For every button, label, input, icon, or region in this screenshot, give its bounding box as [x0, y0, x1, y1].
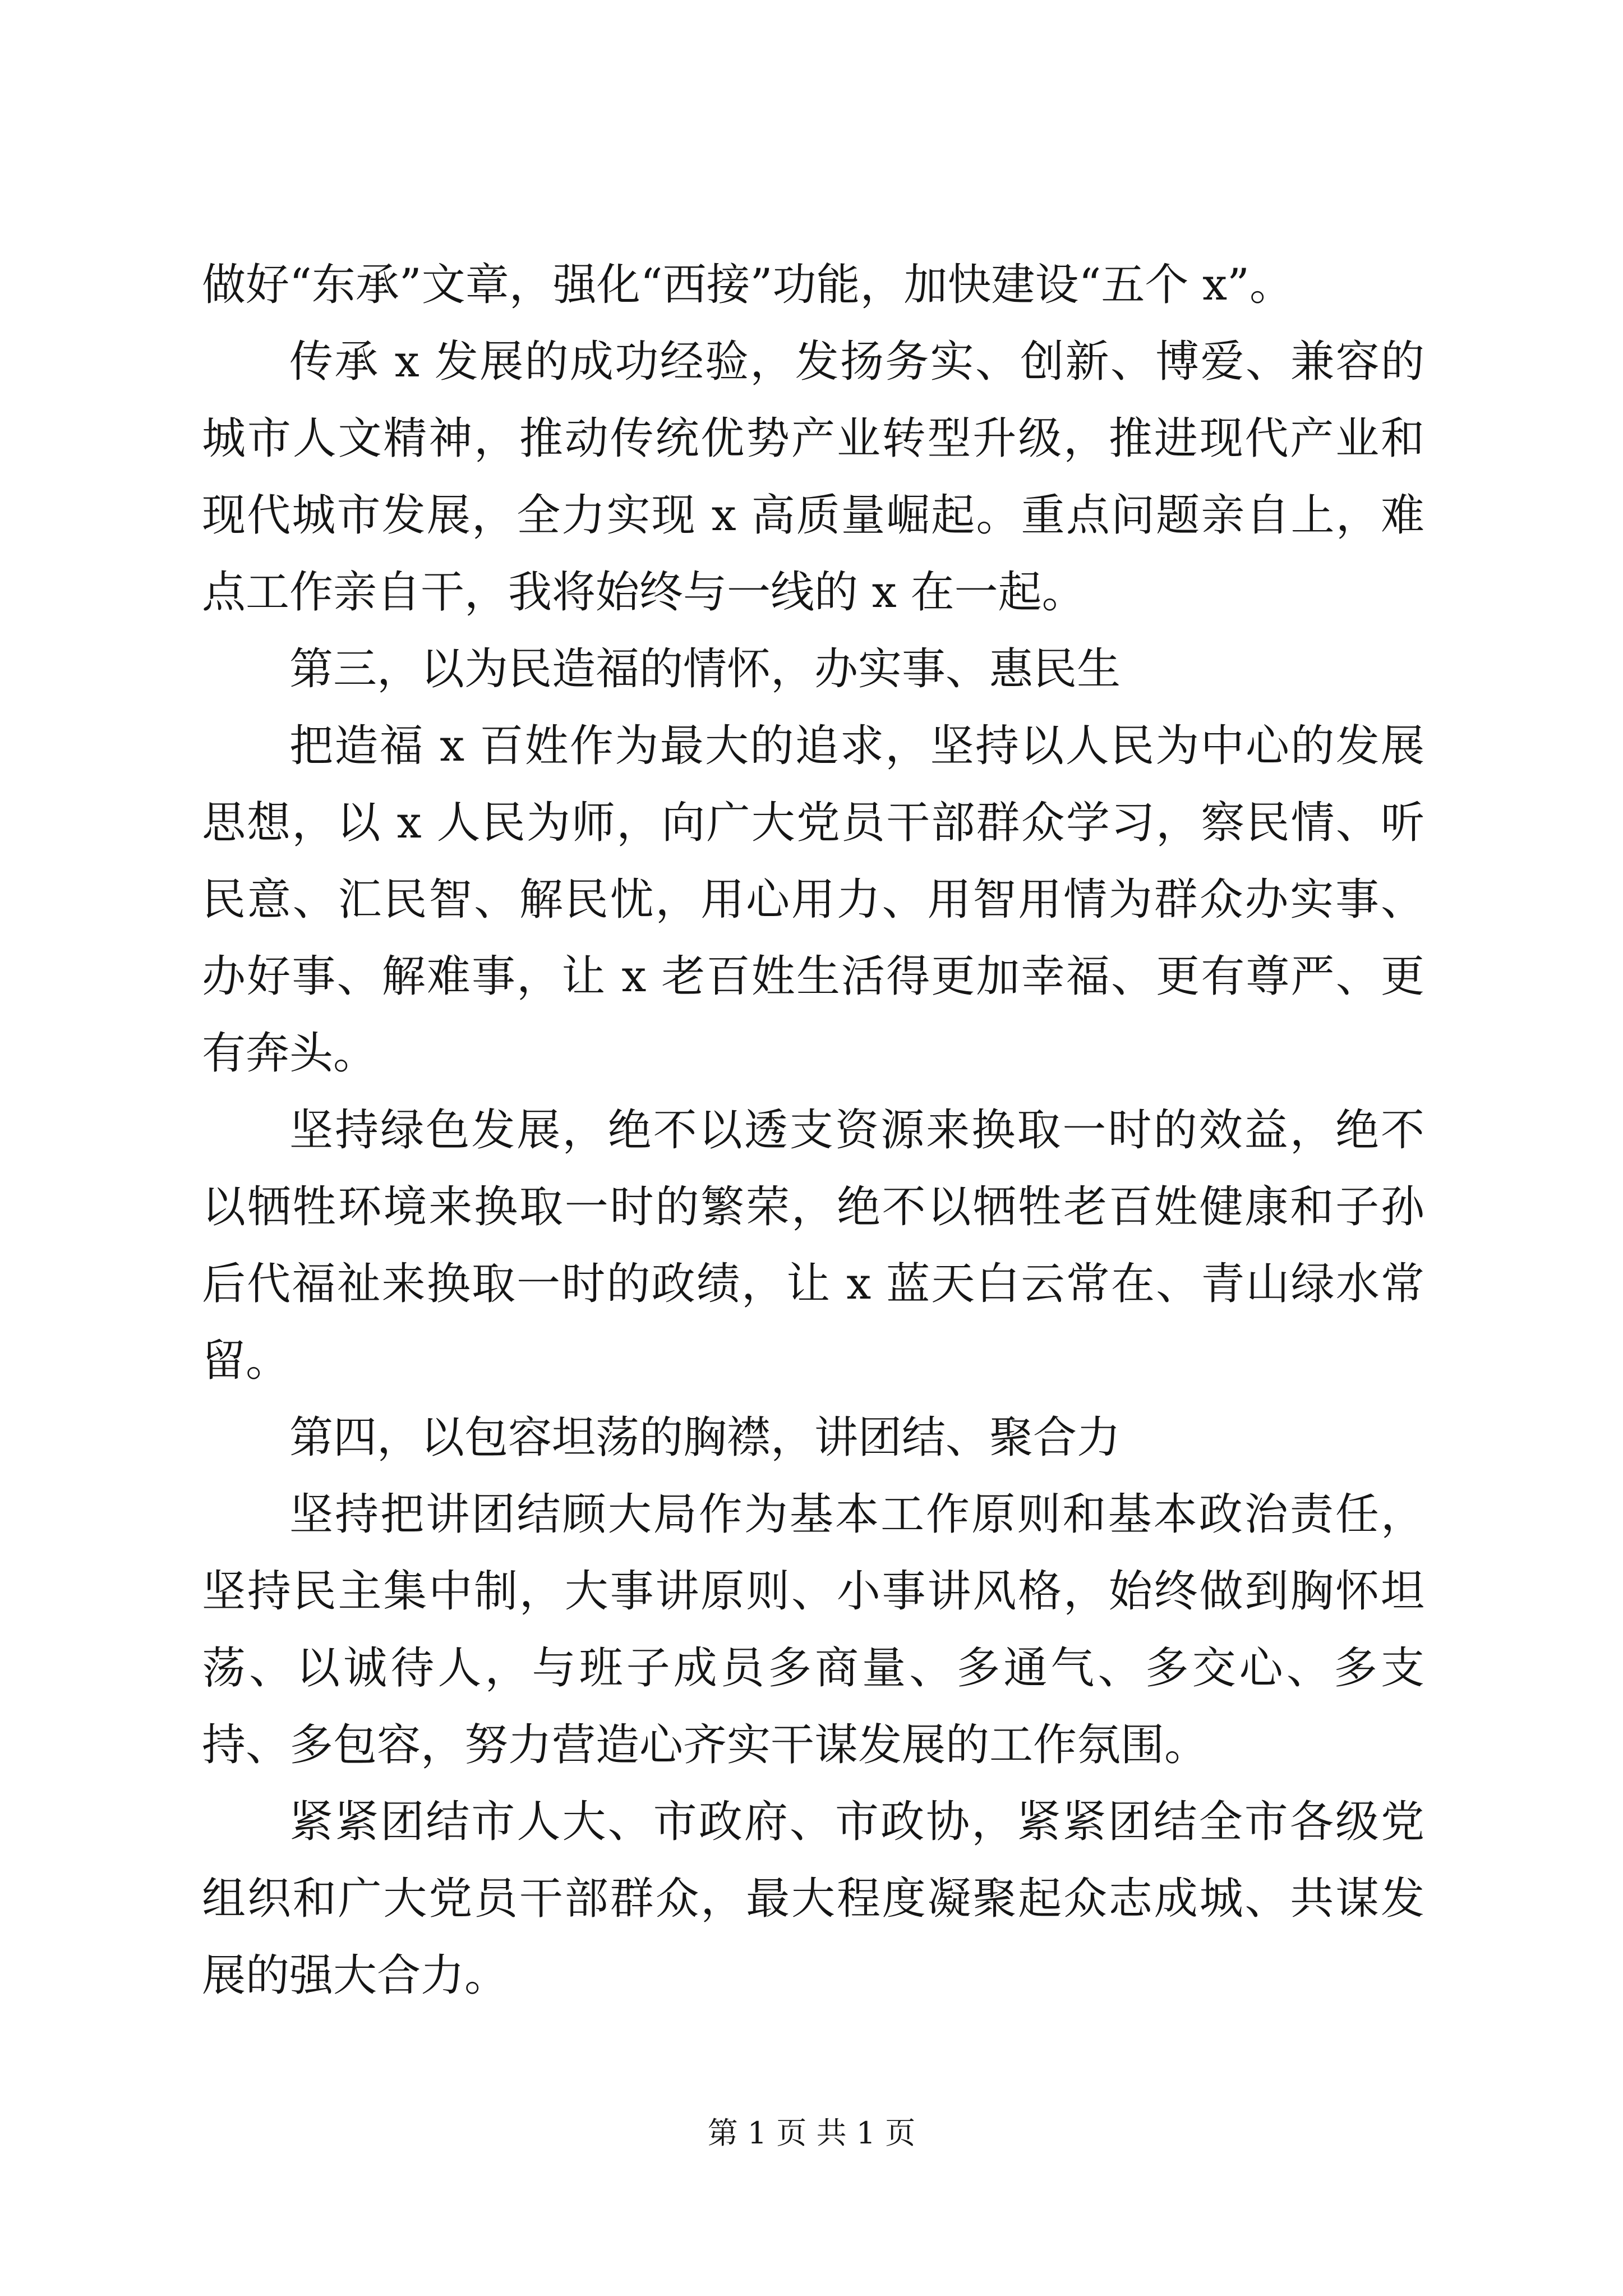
document-body [202, 247, 1424, 2014]
paragraph-2: 传承 x 发展的成功经验，发扬务实、创新、博爱、兼容的城市人文精神，推动传统优势产业转型升级，推进现代产业和现代城市发展，全力实现 x 高质量崛起。重点问题亲自上，难点工作亲自干，我将始终与一线的 x 在一起。 [202, 337, 1424, 618]
paragraph-8: 紧紧团结市人大、市政府、市政协，紧紧团结全市各级党组织和广大党员干部群众，最大程度凝聚起众志成城、共谋发展的强大合力。 [202, 1797, 1424, 2001]
page-footer: 第 1 页 共 1 页 [707, 2115, 916, 2151]
paragraph-1: 做好“东承”文章，强化“西接”功能，加快建设“五个 x”。 [202, 260, 1294, 310]
paragraph-4: 把造福 x 百姓作为最大的追求，坚持以人民为中心的发展思想，以 x 人民为师，向广大党员干部群众学习，察民情、听民意、汇民智、解民忧，用心用力、用智用情为群众办实事、办好事、解难事，让 x 老百姓生活得更加幸福、更有尊严、更有奔头。 [202, 721, 1424, 1079]
paragraph-7: 坚持把讲团结顾大局作为基本工作原则和基本政治责任，坚持民主集中制，大事讲原则、小事讲风格，始终做到胸怀坦荡、以诚待人，与班子成员多商量、多通气、多交心、多支持、多包容，努力营造心齐实干谋发展的工作氛围。 [202, 1489, 1424, 1770]
section-heading-4: 第四，以包容坦荡的胸襟，讲团结、聚合力 [289, 1412, 1121, 1463]
paragraph-5: 坚持绿色发展，绝不以透支资源来换取一时的效益，绝不以牺牲环境来换取一时的繁荣，绝不以牺牲老百姓健康和子孙后代福祉来换取一时的政绩，让 x 蓝天白云常在、青山绿水常留。 [202, 1105, 1424, 1386]
section-heading-3: 第三，以为民造福的情怀，办实事、惠民生 [289, 644, 1121, 694]
